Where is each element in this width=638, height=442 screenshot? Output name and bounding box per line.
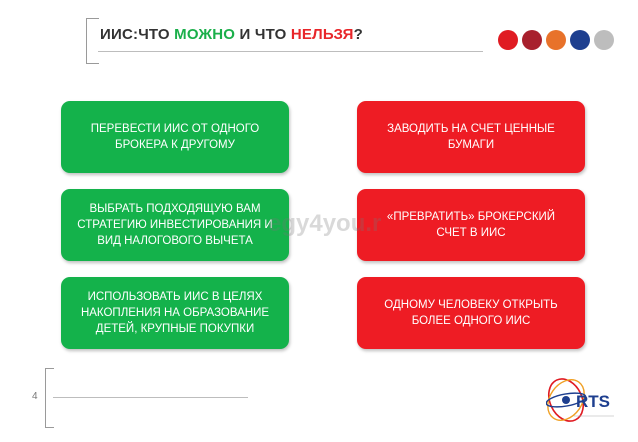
title-cannot-word: НЕЛЬЗЯ xyxy=(290,26,354,43)
allowed-item-3: ИСПОЛЬЗОВАТЬ ИИС В ЦЕЛЯХ НАКОПЛЕНИЯ НА ОБРАЗОВАНИЕ ДЕТЕЙ, КРУПНЫЕ ПОКУПКИ xyxy=(61,277,289,349)
forbidden-item-1: ЗАВОДИТЬ НА СЧЕТ ЦЕННЫЕ БУМАГИ xyxy=(357,101,585,173)
page-number: 4 xyxy=(32,391,38,402)
watermark: egy4you.r xyxy=(268,210,382,237)
dot-orange xyxy=(546,30,566,50)
allowed-item-2: ВЫБРАТЬ ПОДХОДЯЩУЮ ВАМ СТРАТЕГИЮ ИНВЕСТИРОВАНИЯ И ВИД НАЛОГОВОГО ВЫЧЕТА xyxy=(61,189,289,261)
color-dots xyxy=(498,30,616,50)
rts-logo-icon xyxy=(546,372,616,430)
title-can-word: МОЖНО xyxy=(174,26,236,43)
dot-blue xyxy=(570,30,590,50)
page-title: ИИС:ЧТО МОЖНО И ЧТО НЕЛЬЗЯ? xyxy=(100,26,364,43)
forbidden-item-3: ОДНОМУ ЧЕЛОВЕКУ ОТКРЫТЬ БОЛЕЕ ОДНОГО ИИС xyxy=(357,277,585,349)
dot-dark-red xyxy=(522,30,542,50)
title-divider xyxy=(98,51,483,52)
header-bracket xyxy=(86,18,99,64)
footer-divider xyxy=(53,397,248,398)
allowed-item-1: ПЕРЕВЕСТИ ИИС ОТ ОДНОГО БРОКЕРА К ДРУГОМУ xyxy=(61,101,289,173)
footer-bracket xyxy=(45,368,54,428)
logo-text: RTS xyxy=(576,392,610,411)
dot-gray xyxy=(594,30,614,50)
dot-red xyxy=(498,30,518,50)
forbidden-item-2: «ПРЕВРАТИТЬ» БРОКЕРСКИЙ СЧЕТ В ИИС xyxy=(357,189,585,261)
